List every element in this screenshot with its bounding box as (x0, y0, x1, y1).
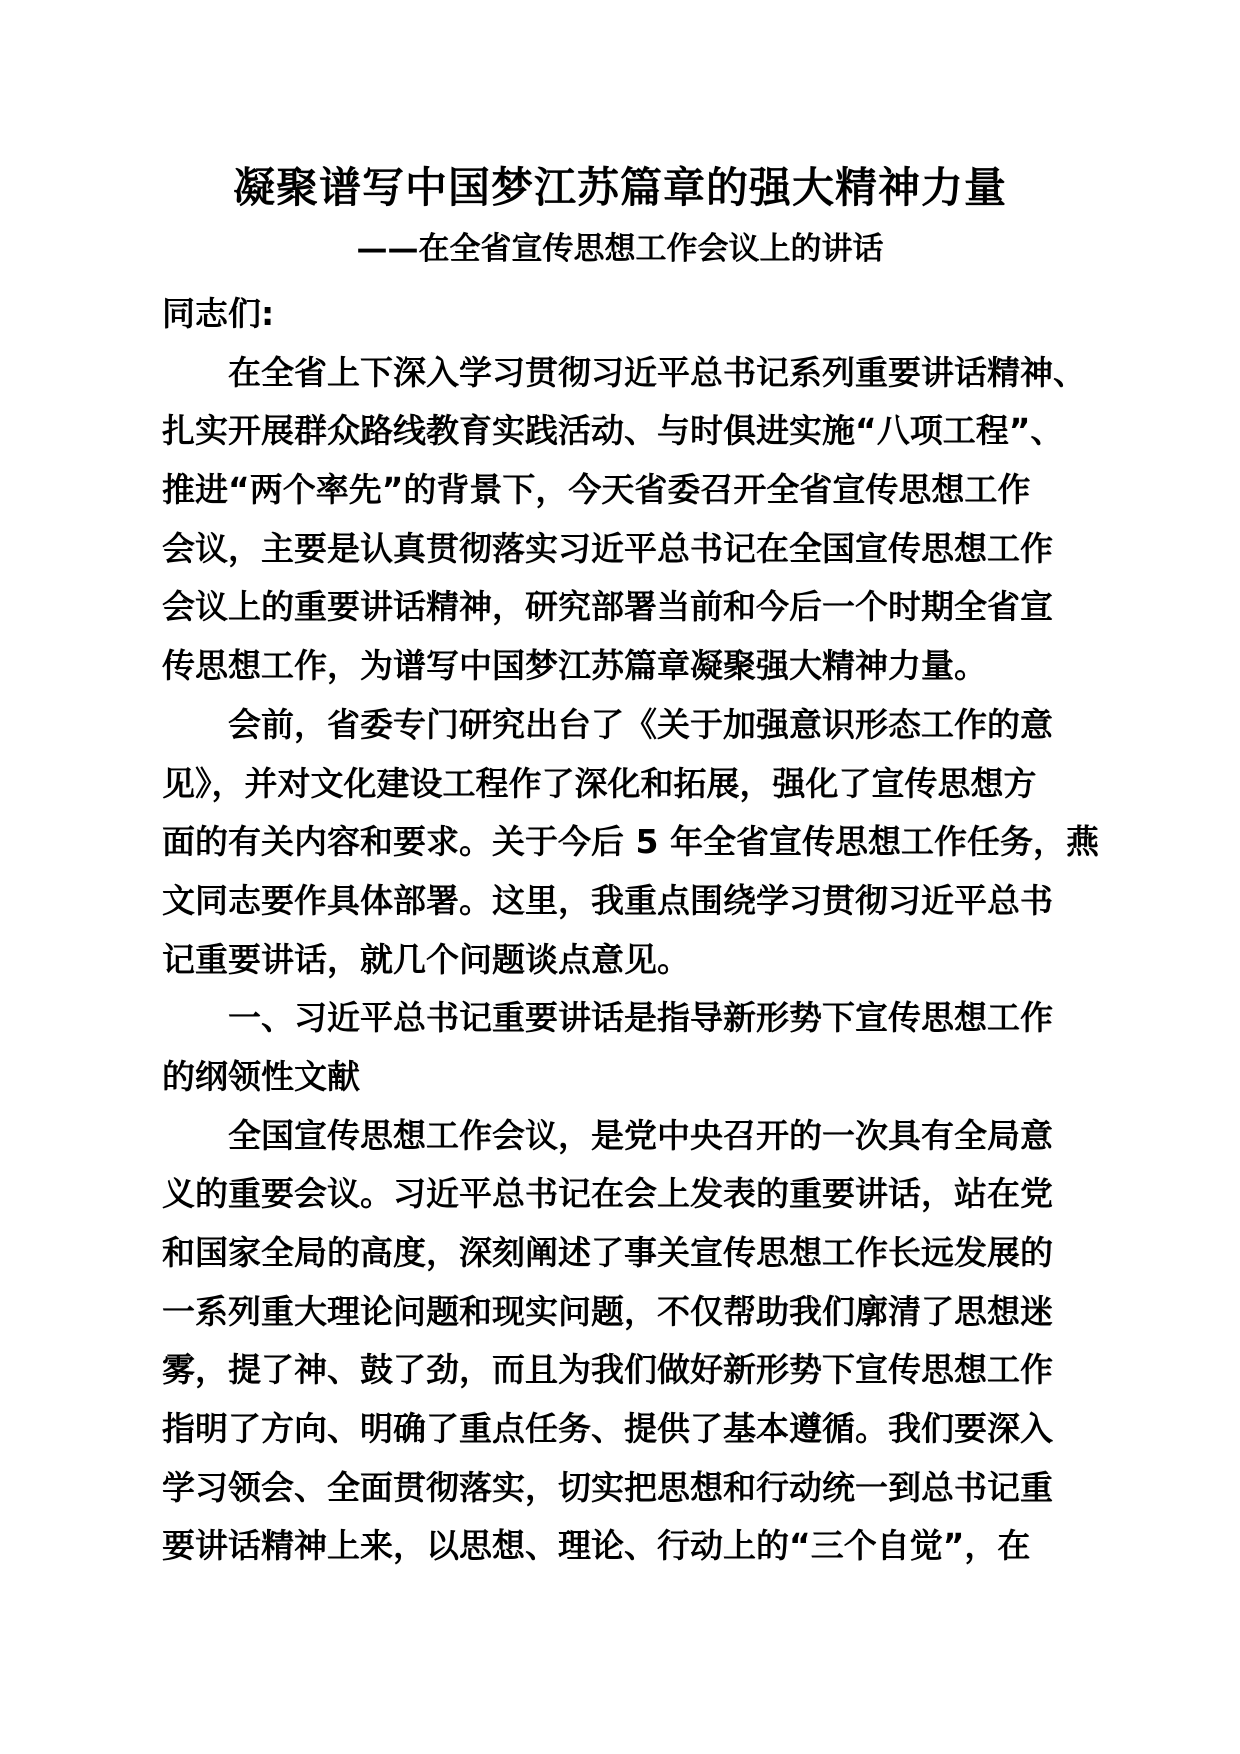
text-line: 一系列重大理论问题和现实问题，不仅帮助我们廓清了思想迷 (162, 1291, 1053, 1331)
section-heading-line: 一、习近平总书记重要讲话是指导新形势下宣传思想工作 (228, 998, 1053, 1038)
document-title: 凝聚谱写中国梦江苏篇章的强大精神力量 (232, 163, 1007, 212)
text-line: 面的有关内容和要求。关于今后 5 年全省宣传思想工作任务，燕 (162, 822, 1099, 862)
text-line: 扎实开展群众路线教育实践活动、与时俱进实施“八项工程”、 (162, 411, 1064, 451)
text-line: 会前，省委专门研究出台了《关于加强意识形态工作的意 (228, 704, 1053, 744)
text-line: 和国家全局的高度，深刻阐述了事关宣传思想工作长远发展的 (162, 1233, 1053, 1272)
text-line: 会议上的重要讲话精神，研究部署当前和今后一个时期全省宣 (162, 587, 1053, 627)
text-line: 文同志要作具体部署。这里，我重点围绕学习贯彻习近平总书 (162, 880, 1053, 920)
text-line: 指明了方向、明确了重点任务、提供了基本遵循。我们要深入 (162, 1409, 1053, 1449)
text-line: 全国宣传思想工作会议，是党中央召开的一次具有全局意 (228, 1115, 1053, 1155)
text-line: 记重要讲话，就几个问题谈点意见。 (162, 939, 690, 979)
text-line: 学习领会、全面贯彻落实，切实把思想和行动统一到总书记重 (162, 1467, 1053, 1507)
document-subtitle: ——在全省宣传思想工作会议上的讲话 (356, 231, 884, 267)
text-line: 在全省上下深入学习贯彻习近平总书记系列重要讲话精神、 (228, 352, 1086, 392)
text-line: 义的重要会议。习近平总书记在会上发表的重要讲话，站在党 (162, 1174, 1053, 1214)
text-line: 传思想工作，为谱写中国梦江苏篇章凝聚强大精神力量。 (162, 646, 987, 686)
text-line: 推进“两个率先”的背景下，今天省委召开全省宣传思想工作 (162, 470, 1031, 510)
text-line: 会议，主要是认真贯彻落实习近平总书记在全国宣传思想工作 (162, 528, 1053, 568)
section-heading-line: 的纲领性文献 (162, 1056, 360, 1096)
text-line: 见》，并对文化建设工程作了深化和拓展，强化了宣传思想方 (162, 763, 1037, 803)
text-line: 雾，提了神、鼓了劲，而且为我们做好新形势下宣传思想工作 (162, 1350, 1053, 1390)
document-body (162, 285, 1102, 1576)
text-line: 要讲话精神上来，以思想、理论、行动上的“三个自觉”，在 (162, 1526, 1031, 1566)
salutation: 同志们: (162, 294, 275, 333)
